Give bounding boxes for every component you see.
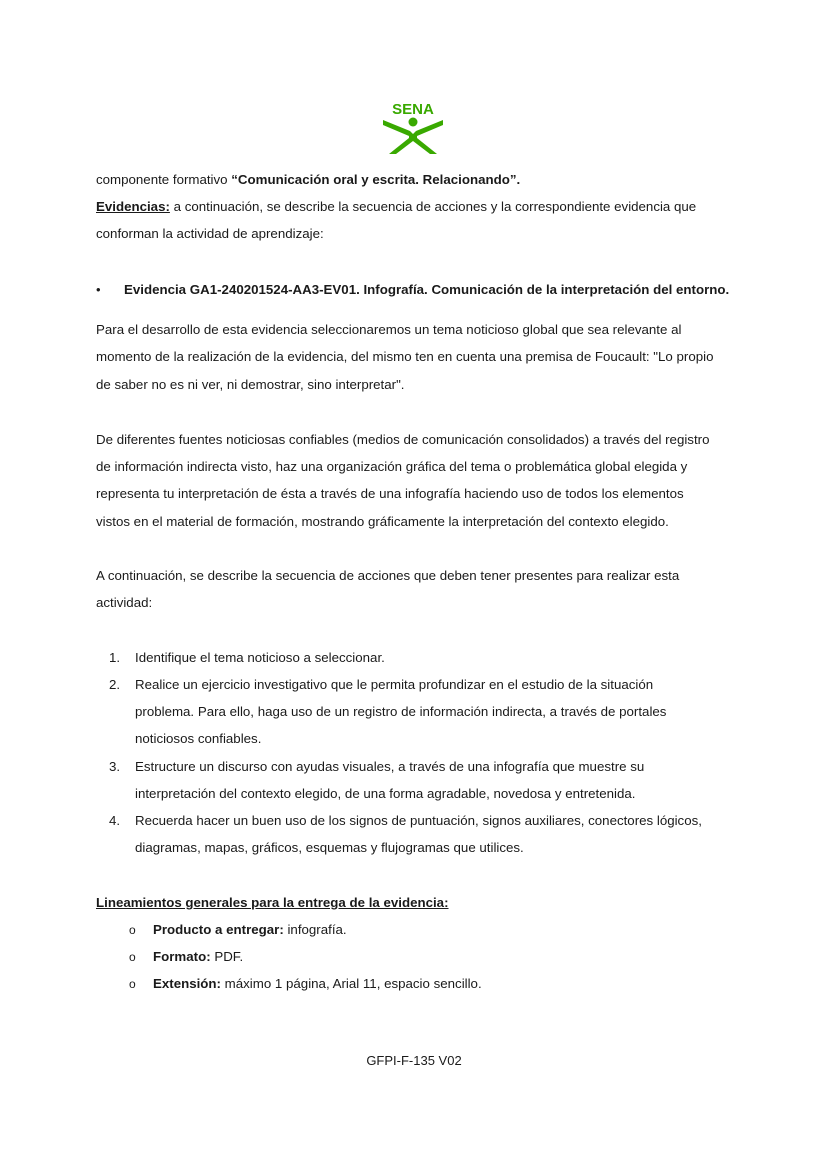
para2-line-1: De diferentes fuentes noticiosas confiables (medios de comunicación consolidados) a través del registro [96, 432, 710, 447]
step-number: 4. [109, 813, 121, 828]
step-text: Realice un ejercicio investigativo que le permita profundizar en el estudio de la situación [135, 677, 654, 692]
step-number: 3. [109, 759, 121, 774]
step-number: 1. [109, 650, 121, 665]
guideline-value: máximo 1 página, Arial 11, espacio sencillo. [220, 976, 482, 991]
document-code-footer: GFPI-F-135 V02 [366, 1053, 462, 1068]
step-text: problema. Para ello, haga uso de un registro de información indirecta, a través de portales [135, 704, 667, 719]
step-text: Recuerda hacer un buen uso de los signos de puntuación, signos auxiliares, conectores lógicos, [135, 813, 702, 828]
guideline-value: infografía. [283, 922, 347, 937]
intro-prefix: componente formativo [96, 172, 232, 187]
step-number: 2. [109, 677, 121, 692]
guideline-item [153, 974, 482, 994]
step-text: Estructure un discurso con ayudas visuales, a través de una infografía que muestre su [135, 759, 645, 774]
guidelines-title: Lineamientos generales para la entrega de la evidencia: [96, 895, 449, 910]
step-text: noticiosos confiables. [135, 731, 262, 746]
guideline-marker: o [129, 977, 136, 991]
para1-line-1: Para el desarrollo de esta evidencia seleccionaremos un tema noticioso global que sea relevante al [96, 322, 682, 337]
bullet-marker: • [96, 282, 101, 297]
para2-line-4: vistos en el material de formación, mostrando gráficamente la interpretación del contexto elegido. [96, 514, 669, 529]
guideline-item [153, 947, 243, 967]
evidencias-label: Evidencias: [96, 199, 170, 214]
intro-line-1 [96, 170, 520, 190]
guideline-value: PDF. [210, 949, 244, 964]
guideline-marker: o [129, 950, 136, 964]
evidencias-text: a continuación, se describe la secuencia de acciones y la correspondiente evidencia que [169, 199, 697, 214]
para1-line-2: momento de la realización de la evidencia, del mismo ten en cuenta una premisa de Foucault: "Lo propio [96, 349, 714, 364]
step-text: Identifique el tema noticioso a seleccionar. [135, 650, 385, 665]
para3-line-1: A continuación, se describe la secuencia de acciones que deben tener presentes para realizar esta [96, 568, 680, 583]
para1-line-3: de saber no es ni ver, ni demostrar, sino interpretar". [96, 377, 405, 392]
guideline-label: Producto a entregar: [153, 922, 284, 937]
evidencias-line-2: conforman la actividad de aprendizaje: [96, 226, 324, 241]
guideline-label: Extensión: [153, 976, 221, 991]
guideline-marker: o [129, 923, 136, 937]
evidence-title: Evidencia GA1-240201524-AA3-EV01. Infografía. Comunicación de la interpretación del entorno. [124, 282, 730, 297]
evidencias-line-1 [96, 197, 696, 217]
step-text: interpretación del contexto elegido, de una forma agradable, novedosa y entretenida. [135, 786, 636, 801]
para2-line-2: de información indirecta visto, haz una organización gráfica del tema o problemática global elegida y [96, 459, 688, 474]
sena-logo-text: SENA [392, 101, 434, 118]
component-name: “Comunicación oral y escrita. Relacionando”. [231, 172, 521, 187]
step-text: diagramas, mapas, gráficos, esquemas y flujogramas que utilices. [135, 840, 524, 855]
guideline-label: Formato: [153, 949, 211, 964]
para2-line-3: representa tu interpretación de ésta a través de una infografía haciendo uso de todos los elementos [96, 486, 684, 501]
sena-logo [379, 100, 447, 156]
para3-line-2: actividad: [96, 595, 153, 610]
guideline-item [153, 920, 347, 940]
